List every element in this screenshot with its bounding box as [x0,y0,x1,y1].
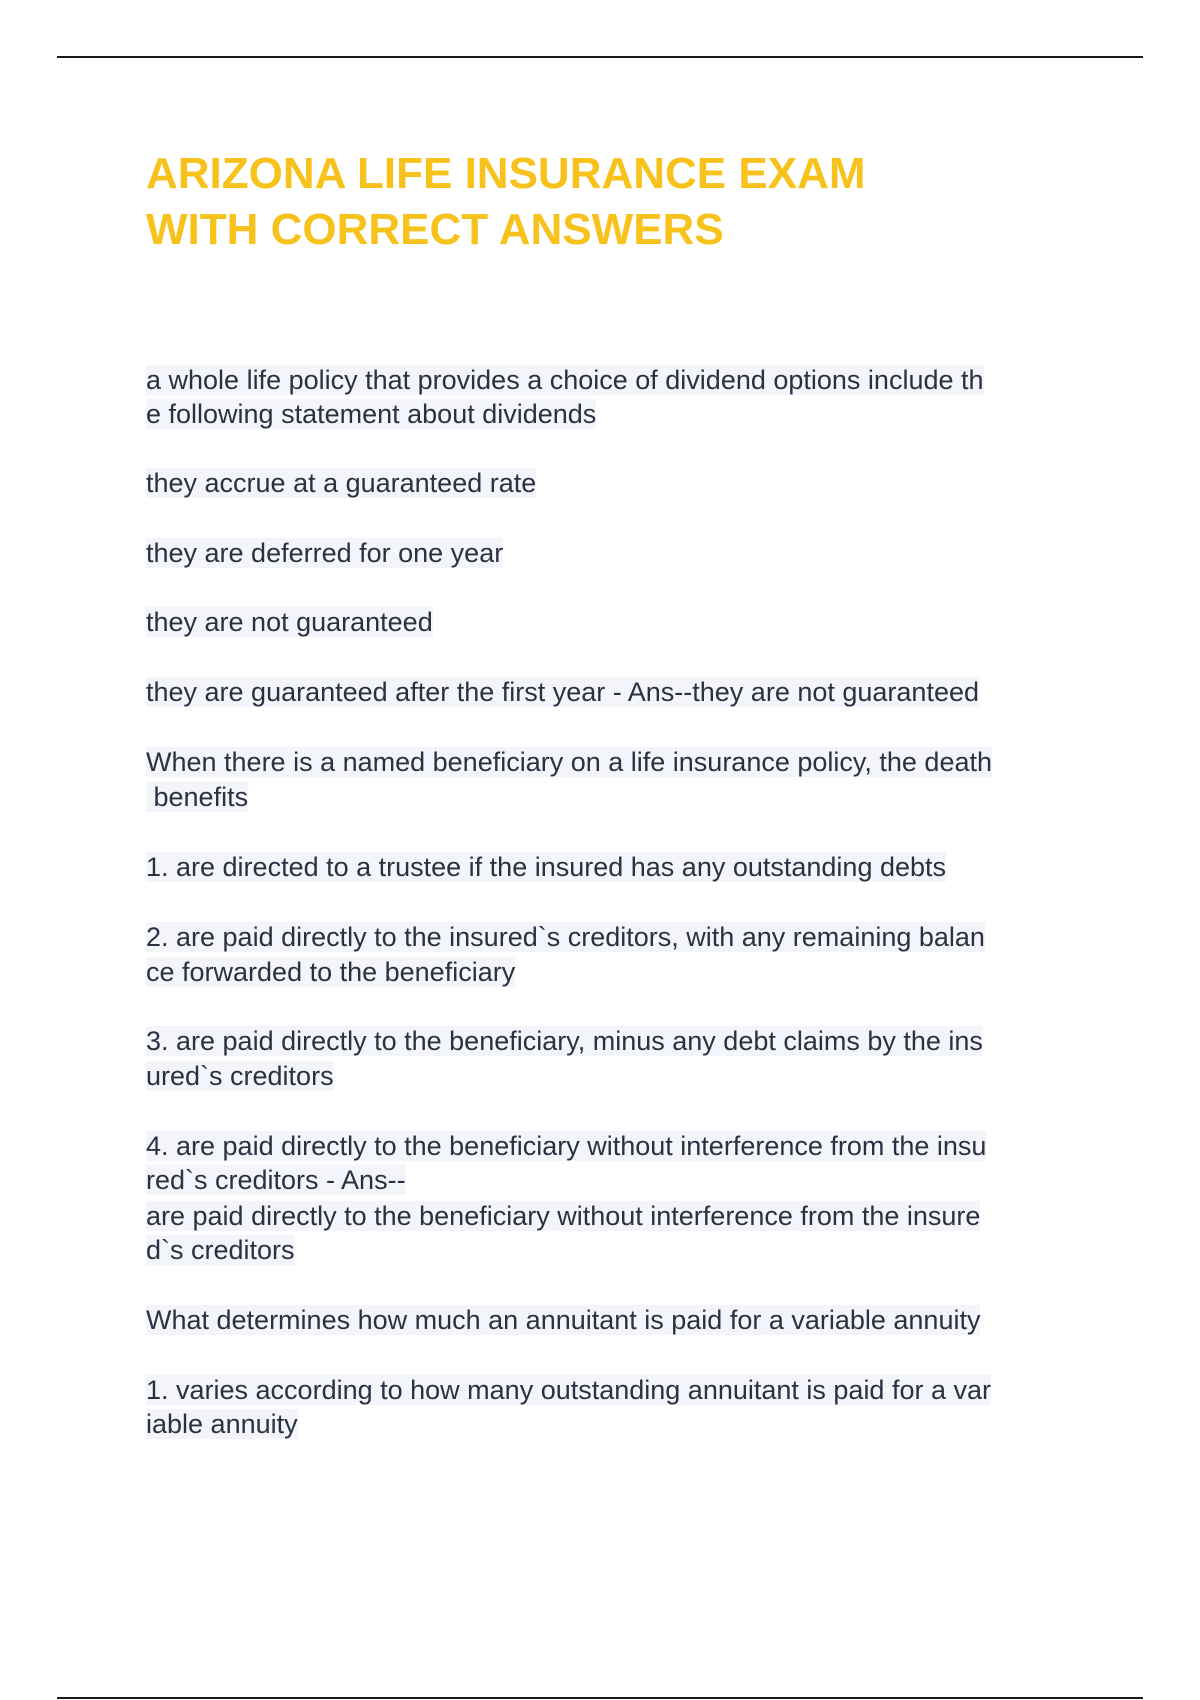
body-line: d`s creditors [146,1235,295,1265]
body-line: What determines how much an annuitant is paid for a variable annuity [146,1305,981,1335]
body-line: When there is a named beneficiary on a life insurance policy, the death [146,747,992,777]
body-line: red`s creditors - Ans-- [146,1165,406,1195]
body-line: they accrue at a guaranteed rate [146,468,537,498]
body-line: are paid directly to the beneficiary without interference from the insure [146,1201,981,1231]
body-line: e following statement about dividends [146,399,597,429]
body-line: they are guaranteed after the first year - Ans--they are not guaranteed [146,677,979,707]
body-line: they are not guaranteed [146,607,433,637]
body-line: 3. are paid directly to the beneficiary, minus any debt claims by the ins [146,1026,983,1056]
body-line: 2. are paid directly to the insured`s creditors, with any remaining balan [146,922,985,952]
body-line: a whole life policy that provides a choice of dividend options include th [146,365,984,395]
body-line: 4. are paid directly to the beneficiary without interference from the insu [146,1131,987,1161]
document-title: ARIZONA LIFE INSURANCE EXAM WITH CORRECT ANSWERS [146,149,866,254]
body-line: benefits [146,782,249,812]
body-line: ured`s creditors [146,1061,334,1091]
body-line: 1. varies according to how many outstanding annuitant is paid for a var [146,1375,991,1405]
bottom-rule [57,1697,1143,1699]
body-line: ce forwarded to the beneficiary [146,957,516,987]
body-line: iable annuity [146,1409,298,1439]
body-line: 1. are directed to a trustee if the insured has any outstanding debts [146,852,947,882]
body-line: they are deferred for one year [146,538,504,568]
